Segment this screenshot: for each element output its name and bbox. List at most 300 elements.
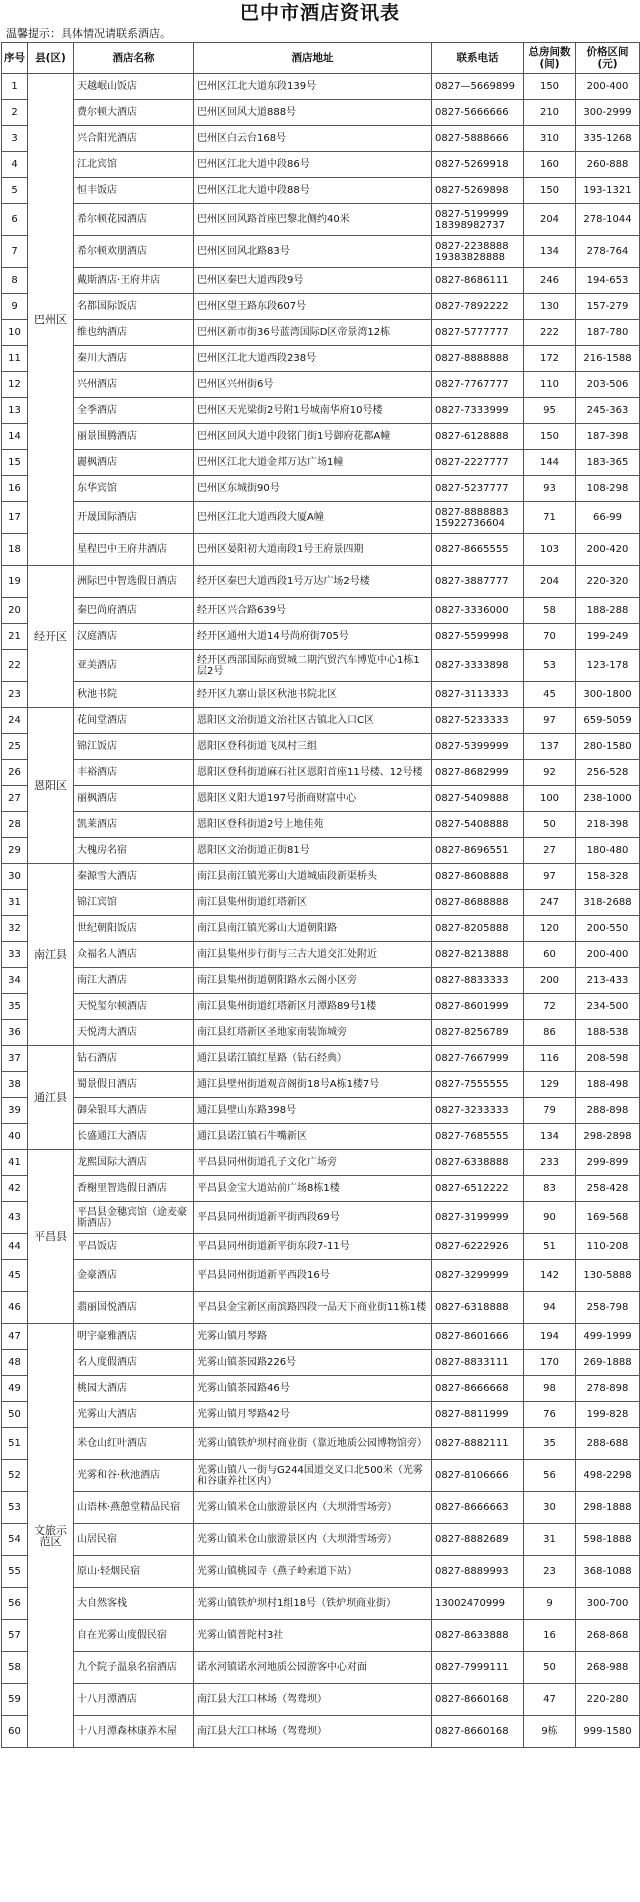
hotel-name-cell: 秦巴尚府酒店 bbox=[74, 598, 194, 624]
phone-cell: 0827-5888666 bbox=[432, 126, 524, 152]
seq-cell: 57 bbox=[2, 1620, 28, 1652]
address-cell: 光雾山镇茶园路226号 bbox=[194, 1350, 432, 1376]
price-cell: 335-1268 bbox=[576, 126, 640, 152]
rooms-cell: 160 bbox=[524, 152, 576, 178]
rooms-cell: 247 bbox=[524, 890, 576, 916]
rooms-cell: 120 bbox=[524, 916, 576, 942]
price-cell: 130-5888 bbox=[576, 1260, 640, 1292]
table-row bbox=[2, 1524, 640, 1556]
rooms-cell: 93 bbox=[524, 476, 576, 502]
rooms-cell: 31 bbox=[524, 1524, 576, 1556]
rooms-cell: 94 bbox=[524, 1292, 576, 1324]
price-cell: 258-798 bbox=[576, 1292, 640, 1324]
phone-cell: 0827-8633888 bbox=[432, 1620, 524, 1652]
hotel-name-cell: 秋池书院 bbox=[74, 682, 194, 708]
phone-cell: 0827-7767777 bbox=[432, 372, 524, 398]
hotel-name-cell: 南江大酒店 bbox=[74, 968, 194, 994]
table-row bbox=[2, 624, 640, 650]
seq-cell: 48 bbox=[2, 1350, 28, 1376]
seq-cell: 55 bbox=[2, 1556, 28, 1588]
rooms-cell: 23 bbox=[524, 1556, 576, 1588]
hotel-name-cell: 明宇豪雅酒店 bbox=[74, 1324, 194, 1350]
address-cell: 巴州区江北大道金邦万达广场1幢 bbox=[194, 450, 432, 476]
rooms-cell: 50 bbox=[524, 812, 576, 838]
seq-cell: 54 bbox=[2, 1524, 28, 1556]
rooms-cell: 9 bbox=[524, 1588, 576, 1620]
hotel-name-cell: 兴州酒店 bbox=[74, 372, 194, 398]
rooms-cell: 204 bbox=[524, 204, 576, 236]
seq-cell: 10 bbox=[2, 320, 28, 346]
price-cell: 213-433 bbox=[576, 968, 640, 994]
table-row bbox=[2, 598, 640, 624]
rooms-cell: 144 bbox=[524, 450, 576, 476]
phone-cell: 0827-7685555 bbox=[432, 1124, 524, 1150]
seq-cell: 13 bbox=[2, 398, 28, 424]
hotel-name-cell: 大槐房名宿 bbox=[74, 838, 194, 864]
phone-cell: 0827-6128888 bbox=[432, 424, 524, 450]
rooms-cell: 30 bbox=[524, 1492, 576, 1524]
phone-cell: 0827-7333999 bbox=[432, 398, 524, 424]
address-cell: 通江县壁州街道观音阁街18号A栋1楼7号 bbox=[194, 1072, 432, 1098]
seq-cell: 50 bbox=[2, 1402, 28, 1428]
hotel-name-cell: 天越岷山饭店 bbox=[74, 74, 194, 100]
price-cell: 298-1888 bbox=[576, 1492, 640, 1524]
phone-cell: 0827-8833333 bbox=[432, 968, 524, 994]
rooms-cell: 56 bbox=[524, 1460, 576, 1492]
address-cell: 南江县集州街道朝阳路水云阁小区旁 bbox=[194, 968, 432, 994]
table-row bbox=[2, 236, 640, 268]
phone-cell: 0827-5269898 bbox=[432, 178, 524, 204]
seq-cell: 19 bbox=[2, 566, 28, 598]
price-cell: 200-420 bbox=[576, 534, 640, 566]
county-cell: 通江县 bbox=[28, 1046, 74, 1150]
table-row bbox=[2, 1324, 640, 1350]
rooms-cell: 103 bbox=[524, 534, 576, 566]
phone-cell: 0827-8682999 bbox=[432, 760, 524, 786]
address-cell: 巴州区江北大道西段大厦A幢 bbox=[194, 502, 432, 534]
phone-cell: 0827-8660168 bbox=[432, 1684, 524, 1716]
phone-cell: 0827-8833111 bbox=[432, 1350, 524, 1376]
address-cell: 南江县大江口林场（驾鸯坝） bbox=[194, 1684, 432, 1716]
price-cell: 659-5059 bbox=[576, 708, 640, 734]
table-row bbox=[2, 346, 640, 372]
address-cell: 光雾山镇茶园路46号 bbox=[194, 1376, 432, 1402]
phone-cell: 0827-8889993 bbox=[432, 1556, 524, 1588]
phone-cell: 0827-6512222 bbox=[432, 1176, 524, 1202]
phone-cell: 0827-7555555 bbox=[432, 1072, 524, 1098]
hotel-name-cell: 自在光雾山度假民宿 bbox=[74, 1620, 194, 1652]
hotel-name-cell: 蜀景假日酒店 bbox=[74, 1072, 194, 1098]
table-row bbox=[2, 152, 640, 178]
table-row bbox=[2, 424, 640, 450]
hotel-name-cell: 平昌县金穗宾馆（途麦豪斯酒店） bbox=[74, 1202, 194, 1234]
seq-cell: 44 bbox=[2, 1234, 28, 1260]
seq-cell: 30 bbox=[2, 864, 28, 890]
phone-cell: 0827-8686111 bbox=[432, 268, 524, 294]
hotel-name-cell: 天悦玺尔顿酒店 bbox=[74, 994, 194, 1020]
hotel-name-cell: 米仓山红叶酒店 bbox=[74, 1428, 194, 1460]
price-cell: 256-528 bbox=[576, 760, 640, 786]
seq-cell: 32 bbox=[2, 916, 28, 942]
table-row bbox=[2, 1292, 640, 1324]
hotel-name-cell: 秦川大酒店 bbox=[74, 346, 194, 372]
table-row bbox=[2, 566, 640, 598]
seq-cell: 4 bbox=[2, 152, 28, 178]
tip-text: 温馨提示：具体情况请联系酒店。 bbox=[6, 27, 171, 40]
price-cell: 199-828 bbox=[576, 1402, 640, 1428]
address-cell: 平昌县同州街道新平街西段69号 bbox=[194, 1202, 432, 1234]
hotel-name-cell: 名人度假酒店 bbox=[74, 1350, 194, 1376]
price-cell: 218-398 bbox=[576, 812, 640, 838]
address-cell: 南江县红塔新区圣地家南装饰城旁 bbox=[194, 1020, 432, 1046]
seq-cell: 6 bbox=[2, 204, 28, 236]
rooms-cell: 97 bbox=[524, 864, 576, 890]
address-cell: 光雾山镇铁炉坝村商业街（靠近地质公园博物馆旁） bbox=[194, 1428, 432, 1460]
phone-cell: 0827-3199999 bbox=[432, 1202, 524, 1234]
hotel-name-cell: 十八月潭酒店 bbox=[74, 1684, 194, 1716]
seq-cell: 33 bbox=[2, 942, 28, 968]
address-cell: 巴州区兴州街6号 bbox=[194, 372, 432, 398]
table-row bbox=[2, 74, 640, 100]
phone-cell: 0827-8213888 bbox=[432, 942, 524, 968]
table-row bbox=[2, 1176, 640, 1202]
seq-cell: 9 bbox=[2, 294, 28, 320]
price-cell: 268-988 bbox=[576, 1652, 640, 1684]
table-row bbox=[2, 916, 640, 942]
phone-cell: 0827-6318888 bbox=[432, 1292, 524, 1324]
price-cell: 180-480 bbox=[576, 838, 640, 864]
price-cell: 268-868 bbox=[576, 1620, 640, 1652]
table-row bbox=[2, 1046, 640, 1072]
table-row bbox=[2, 450, 640, 476]
county-cell: 文旅示范区 bbox=[28, 1324, 74, 1748]
address-cell: 南江县南江镇光雾山大道朝阳路 bbox=[194, 916, 432, 942]
phone-cell: 0827-8882111 bbox=[432, 1428, 524, 1460]
rooms-cell: 53 bbox=[524, 650, 576, 682]
hotel-name-cell: 星程巴中王府井酒店 bbox=[74, 534, 194, 566]
address-cell: 光雾山镇月琴路42号 bbox=[194, 1402, 432, 1428]
rooms-cell: 137 bbox=[524, 734, 576, 760]
hotel-name-cell: 东华宾馆 bbox=[74, 476, 194, 502]
rooms-cell: 79 bbox=[524, 1098, 576, 1124]
seq-cell: 60 bbox=[2, 1716, 28, 1748]
seq-cell: 8 bbox=[2, 268, 28, 294]
header-price: 价格区间(元) bbox=[576, 43, 640, 74]
hotel-name-cell: 天悦湾大酒店 bbox=[74, 1020, 194, 1046]
seq-cell: 18 bbox=[2, 534, 28, 566]
table-row bbox=[2, 890, 640, 916]
price-cell: 598-1888 bbox=[576, 1524, 640, 1556]
price-cell: 288-688 bbox=[576, 1428, 640, 1460]
seq-cell: 35 bbox=[2, 994, 28, 1020]
phone-cell: 0827-5199999 18398982737 bbox=[432, 204, 524, 236]
hotel-name-cell: 汉庭酒店 bbox=[74, 624, 194, 650]
table-row bbox=[2, 1202, 640, 1234]
phone-cell: 0827-6338888 bbox=[432, 1150, 524, 1176]
hotel-name-cell: 希尔顿欢朋酒店 bbox=[74, 236, 194, 268]
phone-cell: 0827-8811999 bbox=[432, 1402, 524, 1428]
price-cell: 220-320 bbox=[576, 566, 640, 598]
hotel-name-cell: 钻石酒店 bbox=[74, 1046, 194, 1072]
phone-cell: 0827-8888883 15922736604 bbox=[432, 502, 524, 534]
table-row bbox=[2, 1072, 640, 1098]
rooms-cell: 95 bbox=[524, 398, 576, 424]
hotel-name-cell: 长盛通江大酒店 bbox=[74, 1124, 194, 1150]
address-cell: 巴州区晏阳初大道南段1号王府景四期 bbox=[194, 534, 432, 566]
address-cell: 南江县集州步行街与三古大道交汇处附近 bbox=[194, 942, 432, 968]
address-cell: 光雾山镇月琴路 bbox=[194, 1324, 432, 1350]
price-cell: 280-1580 bbox=[576, 734, 640, 760]
rooms-cell: 58 bbox=[524, 598, 576, 624]
table-row bbox=[2, 1652, 640, 1684]
address-cell: 巴州区回风大道888号 bbox=[194, 100, 432, 126]
price-cell: 188-538 bbox=[576, 1020, 640, 1046]
hotel-name-cell: 光雾山大酒店 bbox=[74, 1402, 194, 1428]
address-cell: 平昌县同州街道新平街东段7-11号 bbox=[194, 1234, 432, 1260]
seq-cell: 25 bbox=[2, 734, 28, 760]
hotel-name-cell: 维也纳酒店 bbox=[74, 320, 194, 346]
phone-cell: 0827-8608888 bbox=[432, 864, 524, 890]
rooms-cell: 9栋 bbox=[524, 1716, 576, 1748]
table-row bbox=[2, 760, 640, 786]
hotel-name-cell: 锦江宾馆 bbox=[74, 890, 194, 916]
seq-cell: 17 bbox=[2, 502, 28, 534]
seq-cell: 16 bbox=[2, 476, 28, 502]
seq-cell: 12 bbox=[2, 372, 28, 398]
table-row bbox=[2, 1428, 640, 1460]
phone-cell: 0827-8666663 bbox=[432, 1492, 524, 1524]
hotel-name-cell: 全季酒店 bbox=[74, 398, 194, 424]
phone-cell: 0827-3233333 bbox=[432, 1098, 524, 1124]
hotel-name-cell: 戴斯酒店·王府井店 bbox=[74, 268, 194, 294]
header-name: 酒店名称 bbox=[74, 43, 194, 74]
table-row bbox=[2, 786, 640, 812]
seq-cell: 40 bbox=[2, 1124, 28, 1150]
price-cell: 158-328 bbox=[576, 864, 640, 890]
rooms-cell: 246 bbox=[524, 268, 576, 294]
price-cell: 234-500 bbox=[576, 994, 640, 1020]
rooms-cell: 150 bbox=[524, 424, 576, 450]
header-row bbox=[2, 43, 640, 74]
price-cell: 245-363 bbox=[576, 398, 640, 424]
price-cell: 269-1888 bbox=[576, 1350, 640, 1376]
phone-cell: 0827-5269918 bbox=[432, 152, 524, 178]
seq-cell: 3 bbox=[2, 126, 28, 152]
rooms-cell: 51 bbox=[524, 1234, 576, 1260]
seq-cell: 31 bbox=[2, 890, 28, 916]
county-cell: 南江县 bbox=[28, 864, 74, 1046]
table-row bbox=[2, 1716, 640, 1748]
rooms-cell: 16 bbox=[524, 1620, 576, 1652]
phone-cell: 0827-8601666 bbox=[432, 1324, 524, 1350]
phone-cell: 0827-5399999 bbox=[432, 734, 524, 760]
rooms-cell: 134 bbox=[524, 1124, 576, 1150]
hotel-name-cell: 江北宾馆 bbox=[74, 152, 194, 178]
seq-cell: 23 bbox=[2, 682, 28, 708]
hotel-name-cell: 兴合阳光酒店 bbox=[74, 126, 194, 152]
rooms-cell: 134 bbox=[524, 236, 576, 268]
address-cell: 通江县壁山东路398号 bbox=[194, 1098, 432, 1124]
rooms-cell: 50 bbox=[524, 1652, 576, 1684]
table-body bbox=[2, 74, 640, 1748]
hotel-name-cell: 希尔顿花园酒店 bbox=[74, 204, 194, 236]
hotel-name-cell: 开晟国际酒店 bbox=[74, 502, 194, 534]
hotel-name-cell: 世纪朝阳饭店 bbox=[74, 916, 194, 942]
table-row bbox=[2, 534, 640, 566]
price-cell: 200-550 bbox=[576, 916, 640, 942]
table-row bbox=[2, 204, 640, 236]
address-cell: 通江县诺江镇石牛嘴新区 bbox=[194, 1124, 432, 1150]
county-cell: 巴州区 bbox=[28, 74, 74, 566]
address-cell: 经开区九寨山景区秋池书院北区 bbox=[194, 682, 432, 708]
header-address: 酒店地址 bbox=[194, 43, 432, 74]
address-cell: 巴州区回风路首座巴黎北侧约40米 bbox=[194, 204, 432, 236]
price-cell: 368-1088 bbox=[576, 1556, 640, 1588]
phone-cell: 0827-3333898 bbox=[432, 650, 524, 682]
table-row bbox=[2, 476, 640, 502]
hotel-name-cell: 丽景围腾酒店 bbox=[74, 424, 194, 450]
phone-cell: 0827-5408888 bbox=[432, 812, 524, 838]
rooms-cell: 83 bbox=[524, 1176, 576, 1202]
address-cell: 经开区兴合路639号 bbox=[194, 598, 432, 624]
rooms-cell: 90 bbox=[524, 1202, 576, 1234]
phone-cell: 0827-7892222 bbox=[432, 294, 524, 320]
seq-cell: 53 bbox=[2, 1492, 28, 1524]
table-row bbox=[2, 1620, 640, 1652]
phone-cell: 0827-8666668 bbox=[432, 1376, 524, 1402]
rooms-cell: 200 bbox=[524, 968, 576, 994]
hotel-name-cell: 麗枫酒店 bbox=[74, 450, 194, 476]
address-cell: 恩阳区登科街道飞凤村三组 bbox=[194, 734, 432, 760]
price-cell: 260-888 bbox=[576, 152, 640, 178]
table-row bbox=[2, 372, 640, 398]
phone-cell: 0827-3887777 bbox=[432, 566, 524, 598]
address-cell: 诺水河镇诺水河地质公园游客中心对面 bbox=[194, 1652, 432, 1684]
price-cell: 498-2298 bbox=[576, 1460, 640, 1492]
address-cell: 光雾山镇八一街与G244国道交叉口北500米（光雾和谷康养社区内） bbox=[194, 1460, 432, 1492]
seq-cell: 24 bbox=[2, 708, 28, 734]
price-cell: 208-598 bbox=[576, 1046, 640, 1072]
table-row bbox=[2, 294, 640, 320]
seq-cell: 49 bbox=[2, 1376, 28, 1402]
seq-cell: 1 bbox=[2, 74, 28, 100]
seq-cell: 58 bbox=[2, 1652, 28, 1684]
table-row bbox=[2, 1150, 640, 1176]
header-county: 县(区) bbox=[28, 43, 74, 74]
table-row bbox=[2, 1376, 640, 1402]
rooms-cell: 27 bbox=[524, 838, 576, 864]
header-phone: 联系电话 bbox=[432, 43, 524, 74]
rooms-cell: 60 bbox=[524, 942, 576, 968]
seq-cell: 21 bbox=[2, 624, 28, 650]
price-cell: 200-400 bbox=[576, 74, 640, 100]
hotel-name-cell: 丰裕酒店 bbox=[74, 760, 194, 786]
address-cell: 光雾山镇铁炉坝村1组18号（铁炉坝商业街） bbox=[194, 1588, 432, 1620]
seq-cell: 2 bbox=[2, 100, 28, 126]
price-cell: 300-2999 bbox=[576, 100, 640, 126]
phone-cell: 0827-2227777 bbox=[432, 450, 524, 476]
address-cell: 巴州区回风大道中段铭门街1号御府花都A幢 bbox=[194, 424, 432, 450]
phone-cell: 0827-7999111 bbox=[432, 1652, 524, 1684]
address-cell: 恩阳区登科街道麻石社区恩阳首座11号楼、12号楼 bbox=[194, 760, 432, 786]
address-cell: 巴州区江北大道东段139号 bbox=[194, 74, 432, 100]
rooms-cell: 100 bbox=[524, 786, 576, 812]
price-cell: 157-279 bbox=[576, 294, 640, 320]
rooms-cell: 71 bbox=[524, 502, 576, 534]
table-row bbox=[2, 100, 640, 126]
county-cell: 经开区 bbox=[28, 566, 74, 708]
table-row bbox=[2, 1492, 640, 1524]
phone-cell: 0827-5599998 bbox=[432, 624, 524, 650]
rooms-cell: 210 bbox=[524, 100, 576, 126]
address-cell: 巴州区江北大道中段86号 bbox=[194, 152, 432, 178]
seq-cell: 27 bbox=[2, 786, 28, 812]
rooms-cell: 129 bbox=[524, 1072, 576, 1098]
price-cell: 108-298 bbox=[576, 476, 640, 502]
rooms-cell: 76 bbox=[524, 1402, 576, 1428]
hotel-name-cell: 山语林·燕憩堂精品民宿 bbox=[74, 1492, 194, 1524]
table-row bbox=[2, 268, 640, 294]
address-cell: 平昌县金宝大道站前广场8栋1楼 bbox=[194, 1176, 432, 1202]
price-cell: 203-506 bbox=[576, 372, 640, 398]
price-cell: 66-99 bbox=[576, 502, 640, 534]
table-row bbox=[2, 320, 640, 346]
hotel-name-cell: 丽枫酒店 bbox=[74, 786, 194, 812]
address-cell: 光雾山镇普陀村3社 bbox=[194, 1620, 432, 1652]
phone-cell: 0827-3113333 bbox=[432, 682, 524, 708]
seq-cell: 56 bbox=[2, 1588, 28, 1620]
price-cell: 318-2688 bbox=[576, 890, 640, 916]
seq-cell: 29 bbox=[2, 838, 28, 864]
hotel-name-cell: 费尔顿大酒店 bbox=[74, 100, 194, 126]
phone-cell: 0827-8688888 bbox=[432, 890, 524, 916]
phone-cell: 0827-3299999 bbox=[432, 1260, 524, 1292]
address-cell: 巴州区白云台168号 bbox=[194, 126, 432, 152]
hotel-name-cell: 御朵银耳大酒店 bbox=[74, 1098, 194, 1124]
hotel-name-cell: 光雾和谷·秋池酒店 bbox=[74, 1460, 194, 1492]
address-cell: 平昌县同州街道新平西段16号 bbox=[194, 1260, 432, 1292]
table-row bbox=[2, 708, 640, 734]
hotel-name-cell: 恒丰饭店 bbox=[74, 178, 194, 204]
hotel-name-cell: 龙熙国际大酒店 bbox=[74, 1150, 194, 1176]
hotel-name-cell: 翡丽国悦酒店 bbox=[74, 1292, 194, 1324]
table-row bbox=[2, 812, 640, 838]
hotel-name-cell: 花间堂酒店 bbox=[74, 708, 194, 734]
phone-cell: 0827-8665555 bbox=[432, 534, 524, 566]
price-cell: 299-899 bbox=[576, 1150, 640, 1176]
address-cell: 恩阳区义阳大道197号浙商财富中心 bbox=[194, 786, 432, 812]
phone-cell: 0827-5777777 bbox=[432, 320, 524, 346]
price-cell: 183-365 bbox=[576, 450, 640, 476]
rooms-cell: 170 bbox=[524, 1350, 576, 1376]
rooms-cell: 172 bbox=[524, 346, 576, 372]
phone-cell: 0827-8205888 bbox=[432, 916, 524, 942]
rooms-cell: 194 bbox=[524, 1324, 576, 1350]
seq-cell: 52 bbox=[2, 1460, 28, 1492]
seq-cell: 15 bbox=[2, 450, 28, 476]
address-cell: 经开区西部国际商贸城二期汽贸汽车博览中心1栋1层2号 bbox=[194, 650, 432, 682]
rooms-cell: 150 bbox=[524, 74, 576, 100]
table-row bbox=[2, 1020, 640, 1046]
header-seq: 序号 bbox=[2, 43, 28, 74]
phone-cell: 0827-2238888 19383828888 bbox=[432, 236, 524, 268]
price-cell: 999-1580 bbox=[576, 1716, 640, 1748]
phone-cell: 0827-8696551 bbox=[432, 838, 524, 864]
seq-cell: 20 bbox=[2, 598, 28, 624]
address-cell: 巴州区秦巴大道西段9号 bbox=[194, 268, 432, 294]
table-row bbox=[2, 942, 640, 968]
price-cell: 298-2898 bbox=[576, 1124, 640, 1150]
